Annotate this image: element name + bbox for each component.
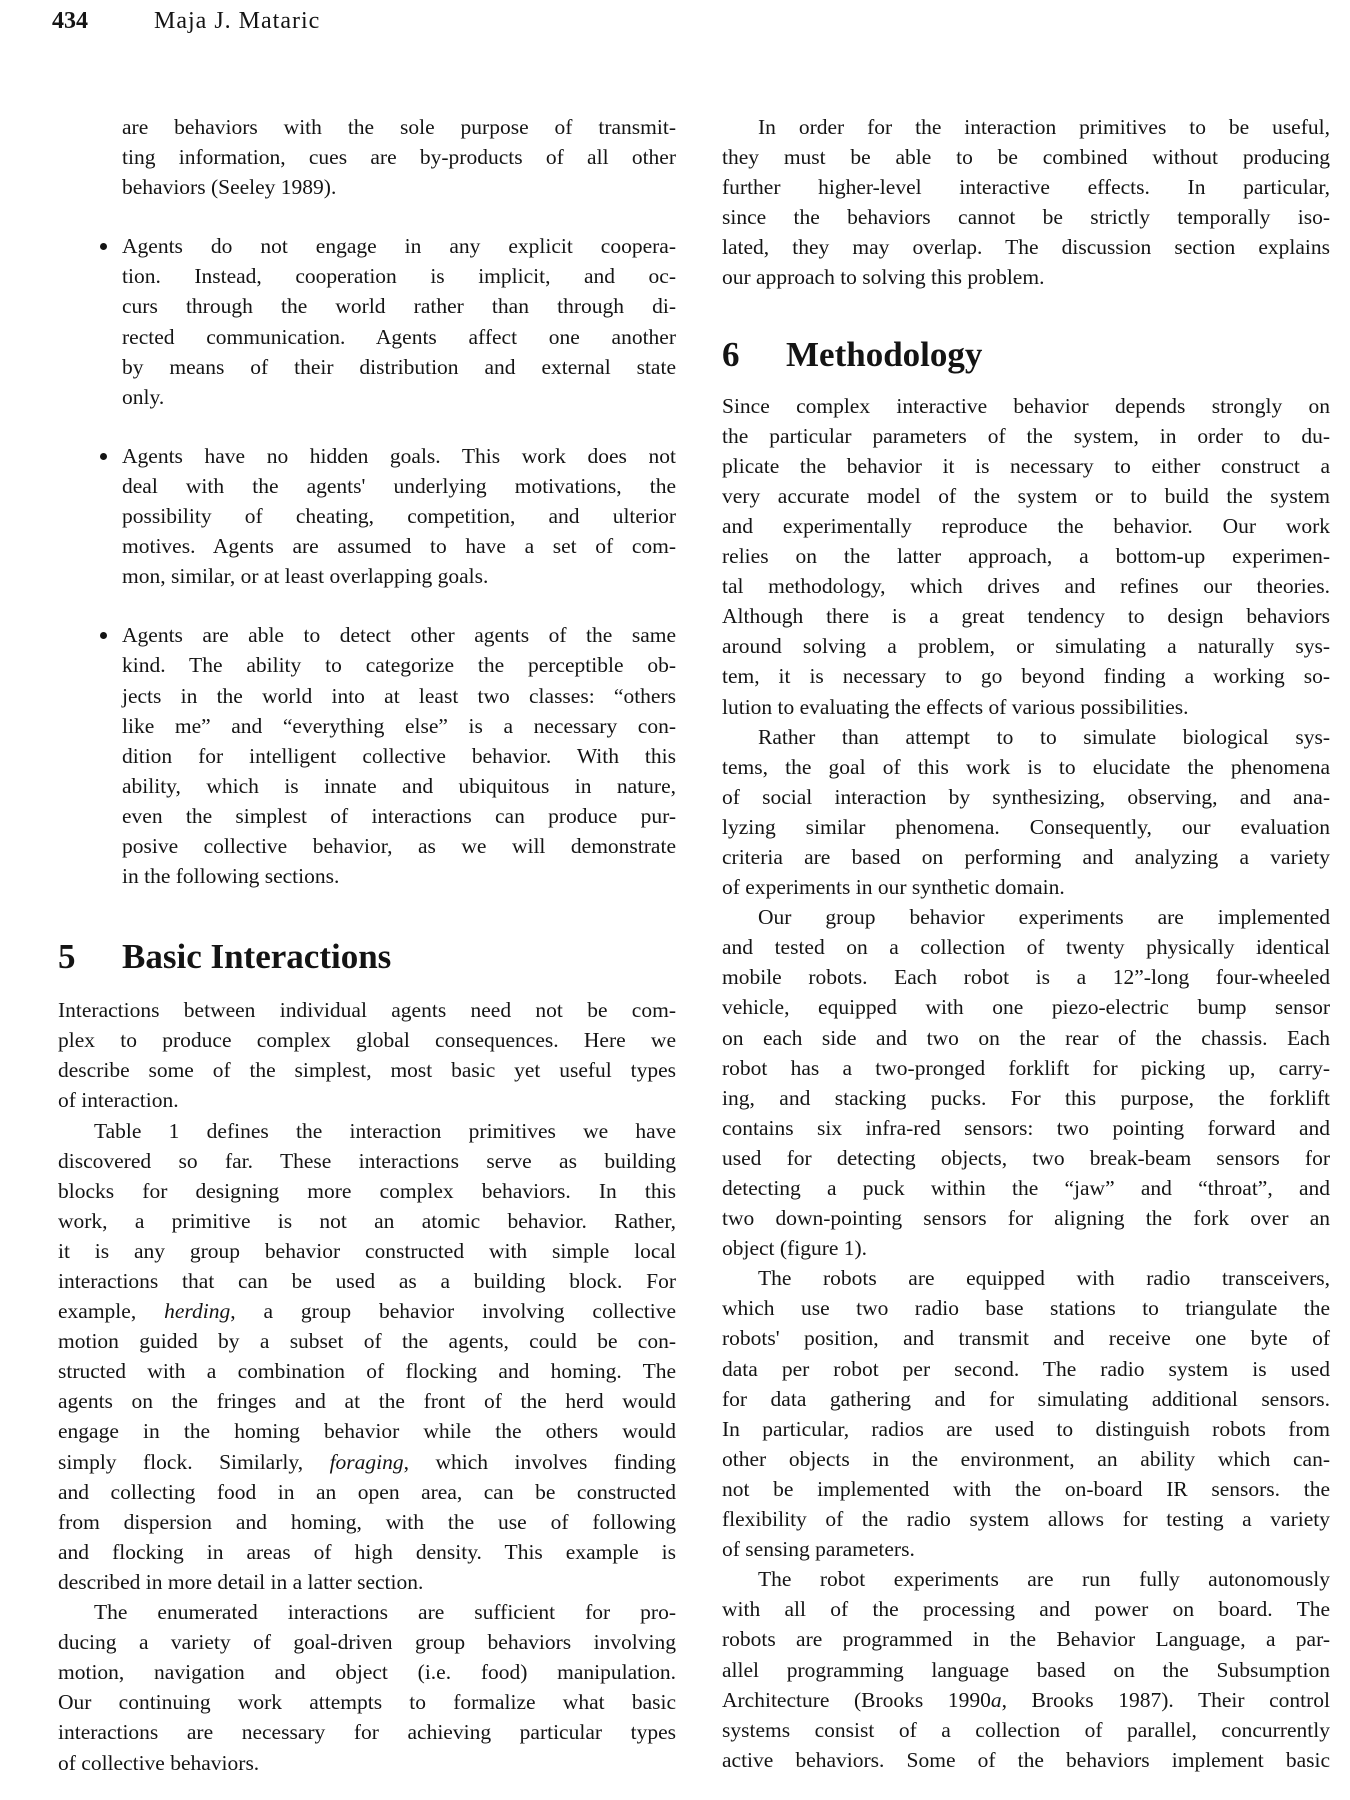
text-line: discovered so far. These interactions serve as building (58, 1148, 676, 1173)
text-line: contains six infra-red sensors: two pointing forward and (722, 1115, 1330, 1140)
paragraph (722, 391, 1330, 722)
text-line: tion. Instead, cooperation is implicit, and oc- (122, 264, 676, 289)
spacer (58, 977, 676, 995)
text-line: In order for the interaction primitives to be useful, (758, 115, 1330, 139)
text-line: very accurate model of the system or to build the system (722, 483, 1330, 508)
paragraph (722, 902, 1330, 1263)
bullet-icon (100, 243, 107, 250)
text-line: and collecting food in an open area, can be constructed (58, 1479, 676, 1504)
bullet-item (58, 231, 676, 412)
text-line: possibility of cheating, competition, and ulterior (122, 504, 676, 529)
right-column (722, 112, 1330, 1775)
text-line: ing, and stacking pucks. For this purpose, the forklift (722, 1085, 1330, 1110)
text-line: robots are programmed in the Behavior Language, a par- (722, 1627, 1330, 1652)
text-line: mobile robots. Each robot is a 12”-long four-wheeled (722, 965, 1330, 990)
text-line: Rather than attempt to to simulate biological sys- (758, 724, 1330, 749)
text-line: relies on the latter approach, a bottom-up experimen- (722, 544, 1330, 569)
text-line: tems, the goal of this work is to elucidate the phenomena (722, 754, 1330, 779)
continued-bullet-text (58, 112, 676, 202)
text-line: behaviors (Seeley 1989). (122, 175, 337, 200)
text-line: of sensing parameters. (722, 1537, 915, 1562)
text-line: it is any group behavior constructed with simple local (58, 1238, 676, 1263)
text-line: the particular parameters of the system, in order to du- (722, 423, 1330, 448)
text-line: motion, navigation and object (i.e. food) manipulation. (58, 1660, 676, 1685)
text-line: Our group behavior experiments are implemented (758, 905, 1330, 930)
text-line: motives. Agents are assumed to have a set of com- (122, 534, 676, 559)
text-line: and flocking in areas of high density. This example is (58, 1539, 676, 1564)
text-line: since the behaviors cannot be strictly temporally iso- (722, 205, 1330, 230)
text-line: Since complex interactive behavior depends strongly on (722, 393, 1330, 418)
bullet-icon (100, 632, 107, 639)
text-line: used for detecting objects, two break-beam sensors for (722, 1145, 1330, 1170)
text-line: flexibility of the radio system allows for testing a variety (722, 1507, 1330, 1532)
text-line: robot has a two-pronged forklift for picking up, carry- (722, 1055, 1330, 1080)
section-heading (58, 937, 676, 977)
text-line: not be implemented with the on-board IR sensors. the (722, 1476, 1330, 1501)
text-line: In particular, radios are used to distinguish robots from (722, 1416, 1330, 1441)
bullet-item (58, 441, 676, 591)
emphasized-term: herding (164, 1299, 231, 1324)
text-line: only. (122, 384, 165, 409)
text-line: of experiments in our synthetic domain. (722, 875, 1065, 900)
text-line: kind. The ability to categorize the perceptible ob- (122, 653, 676, 678)
text-line: motion guided by a subset of the agents, could be con- (58, 1329, 676, 1354)
text-line: robots' position, and transmit and receive one byte of (722, 1326, 1330, 1351)
text-line: in the following sections. (122, 864, 340, 889)
section-title: Basic Interactions (122, 937, 392, 977)
text-line: data per robot per second. The radio system is used (722, 1356, 1330, 1381)
text-line: object (figure 1). (722, 1236, 868, 1261)
text-line: engage in the homing behavior while the others would (58, 1419, 676, 1444)
text-line: Although there is a great tendency to design behaviors (722, 604, 1330, 629)
text-line: like me” and “everything else” is a necessary con- (122, 713, 676, 738)
text-line: by means of their distribution and external state (122, 354, 676, 379)
section-number: 6 (722, 334, 740, 374)
paragraph (722, 1564, 1330, 1775)
left-column (58, 112, 676, 1778)
text-line: interactions that can be used as a building block. For (58, 1269, 676, 1293)
text-line: Agents have no hidden goals. This work does not (122, 443, 676, 468)
spacer (722, 293, 1330, 335)
text-line: curs through the world rather than through di- (122, 294, 676, 319)
text-line: lution to evaluating the effects of various possibilities. (722, 694, 1189, 719)
text-line: tem, it is necessary to go beyond finding a working so- (722, 664, 1330, 689)
text-line: dition for intelligent collective behavior. With this (122, 743, 676, 768)
spacer (722, 375, 1330, 391)
text-line: from dispersion and homing, with the use of following (58, 1509, 676, 1534)
running-header (52, 8, 320, 35)
text-line: plicate the behavior it is necessary to either construct a (722, 453, 1330, 478)
text-line: for data gathering and for simulating additional sensors. (722, 1386, 1330, 1411)
page-number: 434 (52, 8, 88, 34)
text-line: other objects in the environment, an ability which can- (722, 1446, 1330, 1471)
text-line: described in more detail in a latter section. (58, 1569, 424, 1594)
text-line: Agents do not engage in any explicit coopera- (122, 234, 676, 259)
text-line: which use two radio base stations to triangulate the (722, 1296, 1330, 1321)
text-line: Agents are able to detect other agents of the same (122, 623, 676, 648)
text-line: lyzing similar phenomena. Consequently, our evaluation (722, 814, 1330, 839)
text-line: deal with the agents' underlying motivations, the (122, 473, 676, 498)
bullet-icon (100, 453, 107, 460)
text-line: of interaction. (58, 1088, 179, 1113)
text-line: allel programming language based on the Subsumption (722, 1657, 1330, 1682)
text-line: simply flock. Similarly, foraging, which involves finding (58, 1449, 676, 1474)
text-line: vehicle, equipped with one piezo-electric bump sensor (722, 995, 1330, 1020)
text-line: mon, similar, or at least overlapping goals. (122, 564, 489, 589)
text-line: around solving a problem, or simulating a naturally sys- (722, 634, 1330, 659)
paragraph (58, 1597, 676, 1778)
text-line: posive collective behavior, as we will demonstrate (122, 833, 676, 858)
paragraph (58, 995, 676, 1115)
paragraph (722, 722, 1330, 903)
text-line: systems consist of a collection of parallel, concurrently (722, 1717, 1330, 1742)
text-line: even the simplest of interactions can produce pur- (122, 803, 676, 828)
section-heading (722, 335, 1330, 375)
text-line: Our continuing work attempts to formalize what basic (58, 1690, 676, 1715)
text-line: plex to produce complex global consequences. Here we (58, 1028, 676, 1053)
citation-suffix: a (990, 1687, 1002, 1712)
spacer (58, 412, 676, 441)
text-line: are behaviors with the sole purpose of transmit- (122, 115, 676, 139)
paragraph (722, 112, 1330, 293)
text-line: Table 1 defines the interaction primitives we have (94, 1118, 676, 1143)
text-line: Interactions between individual agents need not be com- (58, 998, 676, 1023)
text-line: active behaviors. Some of the behaviors implement basic (722, 1747, 1330, 1772)
paragraph (58, 1116, 676, 1598)
text-line: of collective behaviors. (58, 1750, 260, 1775)
section-title: Methodology (786, 334, 983, 374)
text-line: detecting a puck within the “jaw” and “throat”, and (722, 1176, 1330, 1200)
text-line: example, herding, a group behavior involving collective (58, 1299, 677, 1324)
paragraph (722, 1263, 1330, 1564)
text-line: on each side and two on the rear of the chassis. Each (722, 1025, 1330, 1050)
text-line: of social interaction by synthesizing, observing, and ana- (722, 784, 1330, 809)
text-line: interactions are necessary for achieving particular types (58, 1720, 676, 1745)
spacer (58, 202, 676, 231)
text-line: jects in the world into at least two classes: “others (122, 683, 676, 708)
emphasized-term: foraging (329, 1449, 404, 1474)
bullet-item (58, 620, 676, 891)
text-line: and experimentally reproduce the behavior. Our work (722, 513, 1330, 538)
spacer (58, 891, 676, 937)
text-line: with all of the processing and power on board. The (722, 1597, 1330, 1622)
running-head-author: Maja J. Mataric (154, 8, 321, 34)
text-line: Architecture (Brooks 1990a, Brooks 1987). Their control (722, 1687, 1330, 1712)
text-line: two down-pointing sensors for aligning the fork over an (722, 1206, 1330, 1231)
text-line: describe some of the simplest, most basic yet useful types (58, 1058, 676, 1083)
text-line: The enumerated interactions are sufficient for pro- (94, 1600, 676, 1625)
text-line: our approach to solving this problem. (722, 265, 1045, 290)
text-line: rected communication. Agents affect one another (122, 324, 676, 349)
text-line: work, a primitive is not an atomic behavior. Rather, (58, 1208, 676, 1233)
text-line: ting information, cues are by-products of all other (122, 145, 676, 170)
text-line: The robots are equipped with radio transceivers, (758, 1266, 1330, 1291)
spacer (58, 591, 676, 620)
text-line: they must be able to be combined without producing (722, 145, 1330, 170)
text-line: blocks for designing more complex behaviors. In this (58, 1178, 676, 1203)
text-line: lated, they may overlap. The discussion section explains (722, 235, 1330, 260)
section-number: 5 (58, 937, 76, 977)
text-line: tal methodology, which drives and refines our theories. (722, 574, 1330, 599)
text-line: agents on the fringes and at the front of the herd would (58, 1389, 676, 1414)
text-line: further higher-level interactive effects. In particular, (722, 175, 1330, 200)
text-line: The robot experiments are run fully autonomously (758, 1567, 1330, 1592)
text-line: ability, which is innate and ubiquitous in nature, (122, 773, 676, 798)
text-line: ducing a variety of goal-driven group behaviors involving (58, 1630, 676, 1655)
text-line: and tested on a collection of twenty physically identical (722, 935, 1330, 960)
text-line: criteria are based on performing and analyzing a variety (722, 844, 1330, 869)
text-line: structed with a combination of flocking and homing. The (58, 1359, 676, 1384)
